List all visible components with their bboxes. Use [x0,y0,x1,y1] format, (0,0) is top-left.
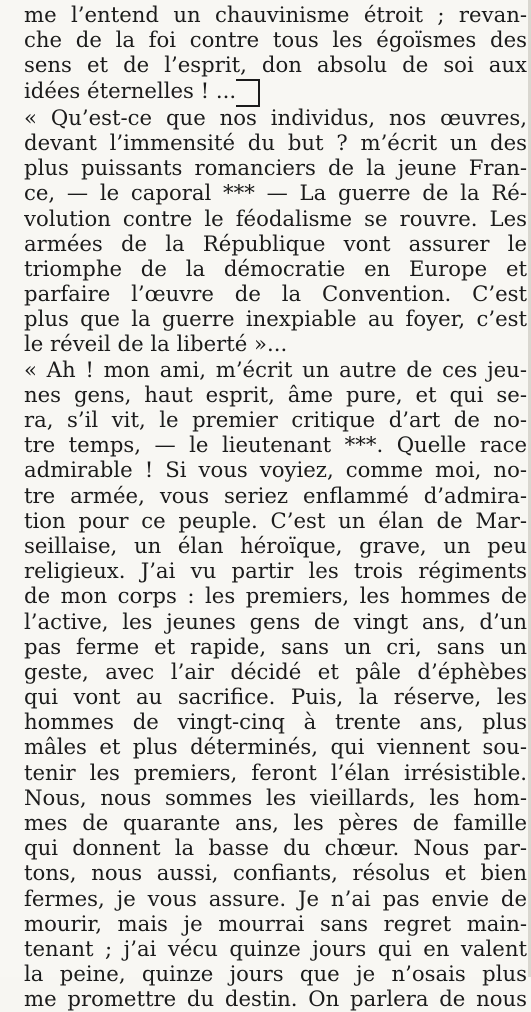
bracket-mark [236,79,260,107]
article-line: fermes, je vous assure. Je n’ai pas envie de [24,885,527,911]
article-line: Nous, nous sommes les vieillards, les hom- [24,784,527,810]
article-line: me promettre du destin. On parlera de nous [24,986,527,1012]
article-line: qui vont au sacrifice. Puis, la réserve, les [24,684,527,710]
article-line: tenant ; j’ai vécu quinze jours qui en valent [24,935,527,961]
article-line: plus puissants romanciers de la jeune Fran- [24,155,527,181]
article-line: idées éternelles ! ... [24,77,237,103]
article-line: tre temps, — le lieutenant ***. Quelle race [24,432,527,458]
article-line: « Qu’est-ce que nos individus, nos œuvres, [24,104,527,130]
article-line: geste, avec l’air décidé et pâle d’éphèbes [24,658,527,684]
article-line: mes de quarante ans, les pères de famille [24,810,527,835]
article-line: tenir les premiers, feront l’élan irrésistible. [24,759,527,785]
article-line: mâles et plus déterminés, qui viennent sou- [24,734,527,760]
article-line: che de la foi contre tous les égoïsmes des [24,27,527,53]
article-line: devant l’immensité du but ? m’écrit un des [24,129,527,155]
article-line: ce, — le caporal *** — La guerre de la Ré- [24,180,527,206]
article-line: parfaire l’œuvre de la Convention. C’est [24,281,527,307]
article-line: me l’entend un chauvinisme étroit ; revan- [24,2,527,27]
article-line: pas ferme et rapide, sans un cri, sans un [24,633,527,659]
article-line: tre armée, vous seriez enflammé d’admira- [24,482,527,508]
article-line: triomphe de la démocratie en Europe et [24,255,527,281]
article-line: tons, nous aussi, confiants, résolus et bien [24,860,527,886]
article-line: la peine, quinze jours que je n’osais plus [24,961,527,987]
article-line: sens et de l’esprit, don absolu de soi aux [24,52,527,78]
article-line: « Ah ! mon ami, m’écrit un autre de ces jeu- [24,356,527,382]
article-line: de mon corps : les premiers, les hommes de [24,583,527,609]
article-line: admirable ! Si vous voyiez, comme moi, no- [24,457,527,483]
article-line: qui donnent la basse du chœur. Nous par- [24,835,527,861]
article-line: seillaise, un élan héroïque, grave, un peu [24,532,527,558]
article-column [24,2,527,1012]
article-line: ra, s’il vit, le premier critique d’art de no- [24,407,527,432]
article-line: l’active, les jeunes gens de vingt ans, d’un [24,608,527,634]
article-line: nes gens, haut esprit, âme pure, et qui se- [24,381,527,407]
article-line: armées de la République vont assurer le [24,230,527,256]
article-line: tion pour ce peuple. C’est un élan de Mar- [24,507,527,533]
article-line: volution contre le féodalisme se rouvre. Les [24,205,527,231]
article-line: plus que la guerre inexpiable au foyer, c’est [24,306,527,332]
article-line: mourir, mais je mourrai sans regret main- [24,910,527,936]
article-line: hommes de vingt-cinq à trente ans, plus [24,709,527,735]
article-line: le réveil de la liberté »... [24,331,288,357]
article-line: religieux. J’ai vu partir les trois régiments [24,558,527,584]
